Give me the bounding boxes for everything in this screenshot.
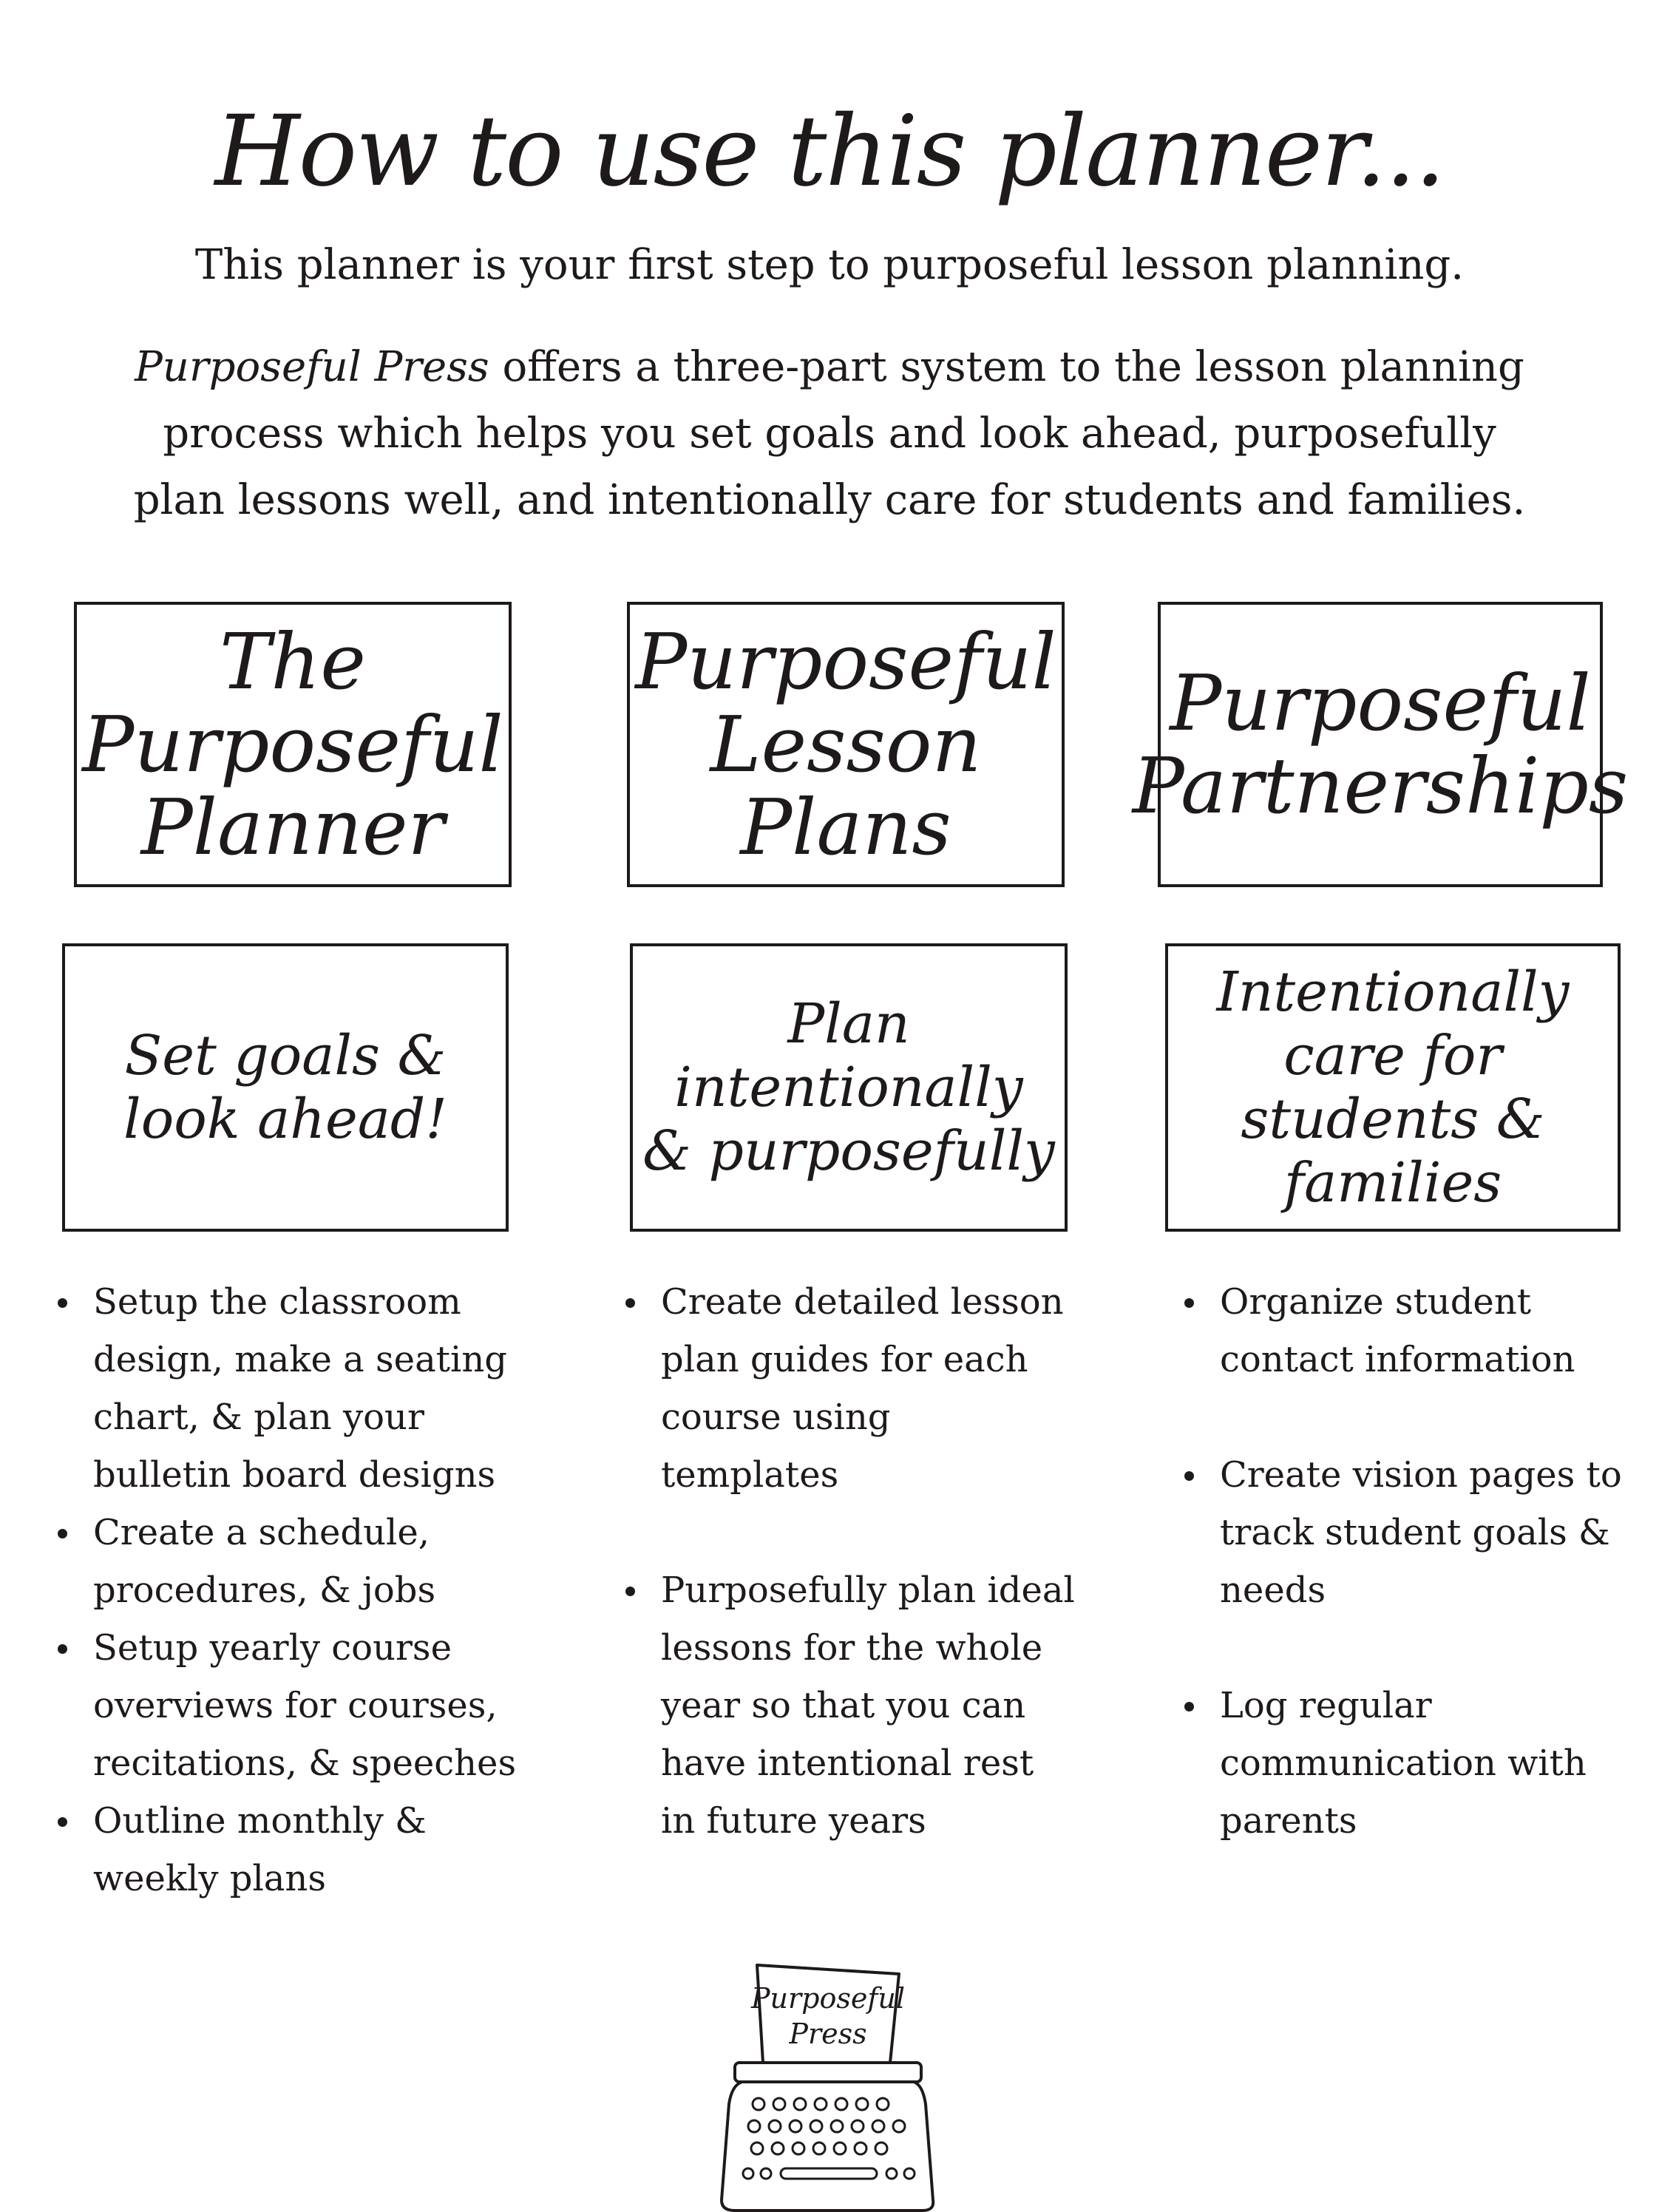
logo-text-line2: Press: [789, 2018, 867, 2050]
section-box-partnerships: [1132, 602, 1629, 887]
logo-text-line1: Purposeful: [750, 1982, 906, 2015]
list-item: Organize student contact information: [1178, 1273, 1637, 1388]
section-heading: Purposeful Lesson Plans: [635, 617, 1056, 872]
brand-name: Purposeful Press: [135, 343, 489, 391]
intro-paragraph: [111, 334, 1548, 534]
section-box-planner: [74, 602, 512, 887]
list-item: Setup yearly course overviews for courses, recitations, & speeches: [52, 1619, 525, 1792]
section-heading: Purposeful Partnerships: [1132, 658, 1629, 831]
intro-line: This planner is your first step to purposeful lesson planning.: [194, 241, 1465, 289]
section-tagline: Plan intentionally & purposefully: [642, 992, 1055, 1183]
list-item: Create a schedule, procedures, & jobs: [52, 1504, 525, 1619]
section-box-lesson-plans: [627, 602, 1065, 887]
bullet-list-planner: [52, 1273, 525, 1907]
section-heading: The Purposeful Planner: [82, 617, 503, 872]
tagline-box-lesson-plans: [630, 943, 1068, 1232]
list-item: Outline monthly & weekly plans: [52, 1792, 525, 1907]
bullet-list-partnerships: [1178, 1273, 1637, 1850]
list-item: Setup the classroom design, make a seating chart, & plan your bulletin board designs: [52, 1273, 525, 1504]
list-item: Create detailed lesson plan guides for each course using templates: [620, 1273, 1078, 1504]
list-item: Log regular communication with parents: [1178, 1677, 1637, 1850]
intro-paragraph-text: offers a three-part system to the lesson planning process which helps you set goals and look ahead, purposefully plan lessons well, and intentionally care for students and families.: [133, 343, 1526, 524]
list-item: Create vision pages to track student goals & needs: [1178, 1446, 1637, 1619]
tagline-box-partnerships: [1165, 943, 1621, 1232]
page-title: How to use this planner...: [214, 95, 1445, 209]
bullet-list-lesson-plans: [620, 1273, 1078, 1850]
tagline-box-planner: [62, 943, 509, 1232]
typewriter-logo-icon: [710, 1952, 946, 2212]
section-tagline: Set goals & look ahead!: [123, 1024, 447, 1151]
section-tagline: Intentionally care for students & families: [1216, 960, 1570, 1215]
list-item: Purposefully plan ideal lessons for the whole year so that you can have intentional rest in future years: [620, 1561, 1078, 1850]
